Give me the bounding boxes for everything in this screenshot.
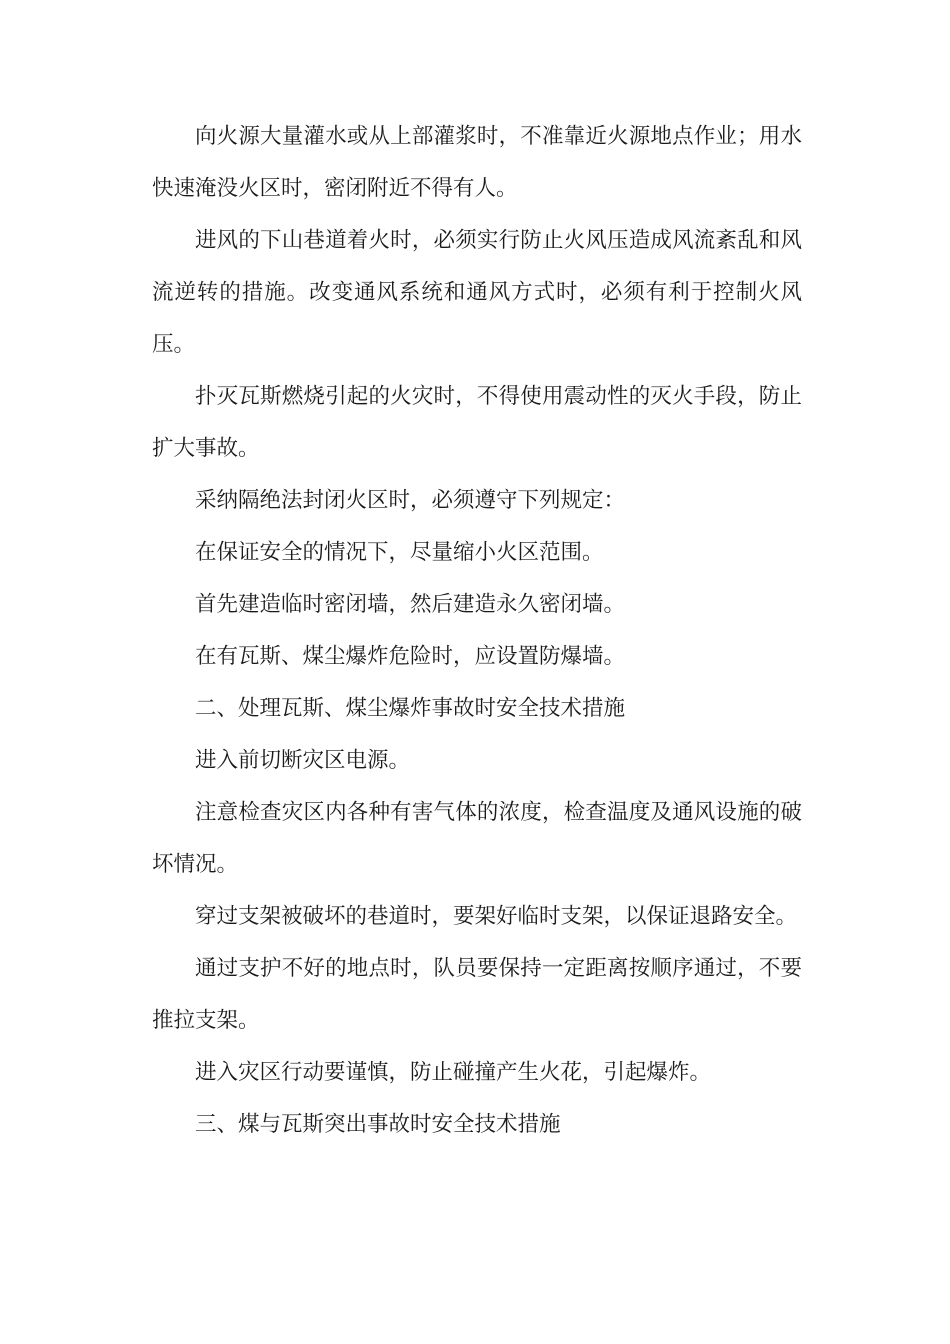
- paragraph: 采纳隔绝法封闭火区时，必须遵守下列规定：: [195, 488, 626, 513]
- paragraph: 在有瓦斯、煤尘爆炸危险时，应设置防爆墙。: [195, 644, 626, 669]
- section-heading: 三、煤与瓦斯突出事故时安全技术措施: [195, 1112, 561, 1137]
- paragraph: 向火源大量灌水或从上部灌浆时，不准靠近火源地点作业；用水快速淹没火区时，密闭附近不得有人。: [152, 124, 802, 201]
- paragraph: 进入前切断灾区电源。: [195, 748, 411, 773]
- paragraph: 通过支护不好的地点时，队员要保持一定距离按顺序通过，不要推拉支架。: [152, 956, 802, 1033]
- paragraph: 在保证安全的情况下，尽量缩小火区范围。: [195, 540, 604, 565]
- paragraph: 进风的下山巷道着火时，必须实行防止火风压造成风流紊乱和风流逆转的措施。改变通风系统和通风方式时，必须有利于控制火风压。: [152, 228, 802, 357]
- section-heading: 二、处理瓦斯、煤尘爆炸事故时安全技术措施: [195, 696, 626, 721]
- paragraph: 扑灭瓦斯燃烧引起的火灾时，不得使用震动性的灭火手段，防止扩大事故。: [152, 384, 802, 461]
- paragraph: 进入灾区行动要谨慎，防止碰撞产生火花，引起爆炸。: [195, 1060, 712, 1085]
- document-body: [152, 111, 802, 1151]
- paragraph: 注意检查灾区内各种有害气体的浓度，检查温度及通风设施的破坏情况。: [152, 800, 802, 877]
- paragraph: 穿过支架被破坏的巷道时，要架好临时支架，以保证退路安全。: [195, 904, 798, 929]
- paragraph: 首先建造临时密闭墙，然后建造永久密闭墙。: [195, 592, 626, 617]
